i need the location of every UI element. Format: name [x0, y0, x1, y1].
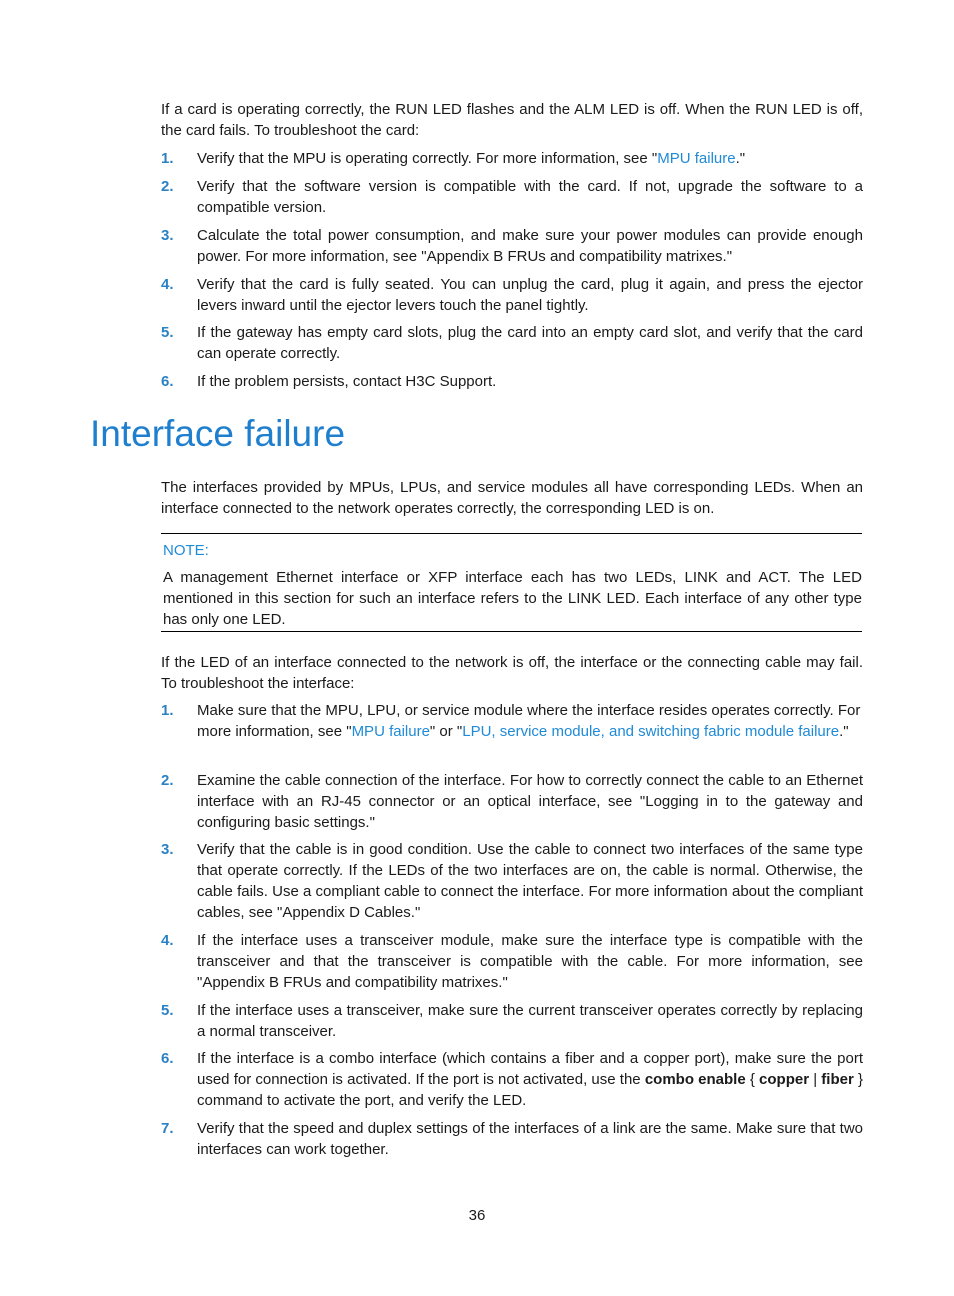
- section-heading: Interface failure: [90, 413, 346, 454]
- interface-step-4: [161, 930, 863, 993]
- interface-troubleshoot-intro: If the LED of an interface connected to the network is off, the interface or the connecting cable may fail. To troubleshoot the interface:: [161, 654, 863, 692]
- step-text-end: .": [839, 723, 849, 740]
- step-text: Verify that the card is fully seated. You can unplug the card, plug it again, and press the ejector levers inward until the ejector levers touch the panel tightly.: [197, 276, 863, 314]
- card-intro-paragraph: If a card is operating correctly, the RUN LED flashes and the ALM LED is off. When the RUN LED is off, the card fails. To troubleshoot the card:: [161, 101, 863, 139]
- step-number: 1.: [161, 150, 174, 167]
- step-text: Make sure that the MPU, LPU, or service module where the interface resides operates correctly. For more information, see ": [197, 702, 861, 740]
- note-title: NOTE:: [163, 542, 209, 559]
- mpu-failure-link[interactable]: MPU failure: [351, 723, 430, 740]
- step-text: If the problem persists, contact H3C Support.: [197, 373, 497, 390]
- step-text: If the interface is a combo interface (which contains a fiber and a copper port), make sure the port used for connection is activated. If the port is not activated, use the: [197, 1050, 863, 1088]
- note-box: [161, 533, 862, 632]
- command-keyword: copper: [759, 1071, 810, 1088]
- page-number: 36: [468, 1207, 486, 1224]
- step-number: 6.: [161, 373, 174, 390]
- step-text: If the gateway has empty card slots, plug the card into an empty card slot, and verify that the card can operate correctly.: [197, 324, 863, 362]
- syntax-brace: {: [745, 1071, 760, 1088]
- step-number: 1.: [161, 702, 174, 719]
- step-number: 4.: [161, 932, 174, 949]
- card-step-4: [161, 274, 863, 316]
- command-keyword: combo enable: [644, 1071, 746, 1088]
- interface-step-5: [161, 1000, 863, 1042]
- step-number: 3.: [161, 841, 174, 858]
- step-number: 6.: [161, 1050, 174, 1067]
- card-step-3: [161, 225, 863, 267]
- interface-intro-paragraph: The interfaces provided by MPUs, LPUs, and service modules all have corresponding LEDs. When an interface connected to the network operates correctly, the corresponding LED is on.: [161, 479, 863, 517]
- mpu-failure-link[interactable]: MPU failure: [657, 150, 736, 167]
- step-number: 5.: [161, 324, 174, 341]
- step-text-end: .": [735, 150, 746, 167]
- interface-step-2: [161, 770, 863, 833]
- interface-step-6: [161, 1048, 863, 1111]
- syntax-brace: }: [853, 1071, 863, 1088]
- lpu-failure-link[interactable]: LPU, service module, and switching fabric module failure: [462, 723, 840, 740]
- interface-step-1: [161, 700, 863, 742]
- interface-step-7: [161, 1118, 863, 1160]
- card-step-1: [161, 148, 863, 169]
- interface-step-3: [161, 839, 863, 923]
- step-text-mid: " or ": [429, 723, 463, 740]
- command-keyword: fiber: [821, 1071, 854, 1088]
- card-step-6: [161, 371, 863, 392]
- step-text: Examine the cable connection of the interface. For how to correctly connect the cable to an Ethernet interface with an RJ-45 connector or an optical interface, see "Logging in to the gateway and configuring basic settings.": [197, 772, 863, 831]
- step-text: Verify that the software version is compatible with the card. If not, upgrade the software to a compatible version.: [197, 178, 863, 216]
- step-text: If the interface uses a transceiver, make sure the current transceiver operates correctly by replacing a normal transceiver.: [197, 1002, 863, 1040]
- step-text: Verify that the MPU is operating correctly. For more information, see ": [197, 150, 658, 167]
- card-step-2: [161, 176, 863, 218]
- step-text: Verify that the speed and duplex settings of the interfaces of a link are the same. Make sure that two interfaces can work together.: [197, 1120, 863, 1158]
- step-number: 7.: [161, 1120, 174, 1137]
- step-number: 3.: [161, 227, 174, 244]
- step-number: 4.: [161, 276, 174, 293]
- step-text: Verify that the cable is in good condition. Use the cable to connect two interfaces of the same type that operate correctly. If the LEDs of the two interfaces are on, the cable is normal. Otherwise, the cable fails. Use a compliant cable to connect the interface. For more information about the compliant cables, see "Appendix D Cables.": [197, 841, 863, 921]
- note-body: A management Ethernet interface or XFP interface each has two LEDs, LINK and ACT. The LED mentioned in this section for such an interface refers to the LINK LED. Each interface of any other type has only one LED.: [163, 569, 862, 628]
- step-text-end: command to activate the port, and verify the LED.: [197, 1092, 527, 1109]
- syntax-separator: |: [809, 1071, 822, 1088]
- step-number: 5.: [161, 1002, 174, 1019]
- step-number: 2.: [161, 772, 174, 789]
- step-text: Calculate the total power consumption, and make sure your power modules can provide enough power. For more information, see "Appendix B FRUs and compatibility matrixes.": [197, 227, 863, 265]
- step-text: If the interface uses a transceiver module, make sure the interface type is compatible with the transceiver and that the transceiver is compatible with the cable. For more information, see "Appendix B FRUs and compatibility matrixes.": [197, 932, 863, 991]
- card-step-5: [161, 322, 863, 364]
- step-number: 2.: [161, 178, 174, 195]
